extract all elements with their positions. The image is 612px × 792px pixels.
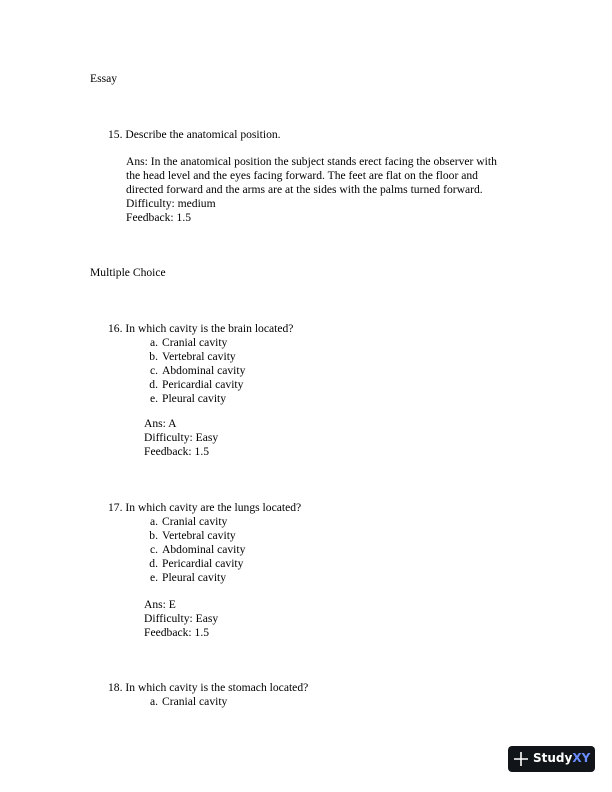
answer-line: directed forward and the arms are at the sides with the palms turned forward. (126, 182, 483, 196)
option-letter: d. (149, 556, 158, 570)
question-15-answer-block (126, 155, 497, 225)
question-17-answer-block (144, 598, 218, 640)
option-text: Pericardial cavity (162, 377, 244, 391)
question-number: 18. (108, 681, 123, 694)
question-17 (108, 501, 301, 515)
studyxy-badge[interactable] (508, 746, 595, 772)
question-text: In which cavity is the stomach located? (125, 681, 309, 694)
difficulty: Difficulty: Easy (144, 611, 219, 625)
answer-line: the head level and the eyes facing forward. The feet are flat on the floor and (126, 168, 478, 182)
option-item (144, 336, 344, 350)
option-letter: c. (149, 542, 158, 556)
option-letter: b. (149, 528, 158, 542)
question-17-options (144, 515, 344, 584)
option-item (144, 557, 344, 571)
option-text: Cranial cavity (162, 336, 228, 349)
option-text: Cranial cavity (162, 695, 228, 708)
option-text: Pleural cavity (162, 570, 227, 584)
option-letter: e. (149, 570, 158, 584)
difficulty: Difficulty: Easy (144, 430, 219, 444)
option-item (144, 571, 344, 585)
option-item (144, 695, 344, 709)
brand-xy-text: XY (572, 751, 591, 766)
option-item (144, 515, 344, 529)
option-item (144, 364, 344, 378)
question-number: 15. (108, 128, 123, 141)
question-16 (108, 322, 293, 336)
essay-heading: Essay (90, 72, 118, 85)
feedback: Feedback: 1.5 (126, 210, 192, 224)
question-16-options (144, 336, 344, 405)
question-number: 17. (108, 501, 123, 514)
option-item (144, 529, 344, 543)
question-15 (108, 128, 281, 142)
plus-sparkle-icon (514, 752, 528, 766)
question-number: 16. (108, 322, 123, 335)
question-text: In which cavity are the lungs located? (125, 501, 302, 514)
brand-study-text: Study (533, 751, 573, 766)
multiple-choice-heading: Multiple Choice (90, 266, 166, 279)
option-letter: a. (149, 515, 158, 528)
question-18-options (144, 695, 344, 709)
question-text: In which cavity is the brain located? (125, 322, 294, 335)
option-text: Pericardial cavity (162, 556, 244, 570)
option-text: Vertebral cavity (162, 349, 236, 363)
option-text: Abdominal cavity (162, 542, 246, 556)
question-16-answer-block (144, 417, 218, 459)
option-text: Abdominal cavity (162, 363, 246, 377)
option-letter: b. (149, 349, 158, 363)
option-text: Pleural cavity (162, 391, 227, 405)
difficulty: Difficulty: medium (126, 196, 216, 210)
question-18 (108, 681, 308, 695)
option-letter: d. (149, 377, 158, 391)
option-letter: a. (149, 336, 158, 349)
option-item (144, 392, 344, 406)
option-item (144, 350, 344, 364)
option-letter: e. (149, 391, 158, 405)
option-text: Vertebral cavity (162, 528, 236, 542)
answer-line: Ans: In the anatomical position the subject stands erect facing the observer with (126, 155, 497, 168)
feedback: Feedback: 1.5 (144, 444, 210, 458)
option-item (144, 543, 344, 557)
option-letter: c. (149, 363, 158, 377)
answer: Ans: E (144, 598, 176, 611)
feedback: Feedback: 1.5 (144, 625, 210, 639)
answer: Ans: A (144, 417, 177, 430)
question-text: Describe the anatomical position. (125, 128, 281, 141)
option-item (144, 378, 344, 392)
option-text: Cranial cavity (162, 515, 228, 528)
option-letter: a. (149, 695, 158, 708)
